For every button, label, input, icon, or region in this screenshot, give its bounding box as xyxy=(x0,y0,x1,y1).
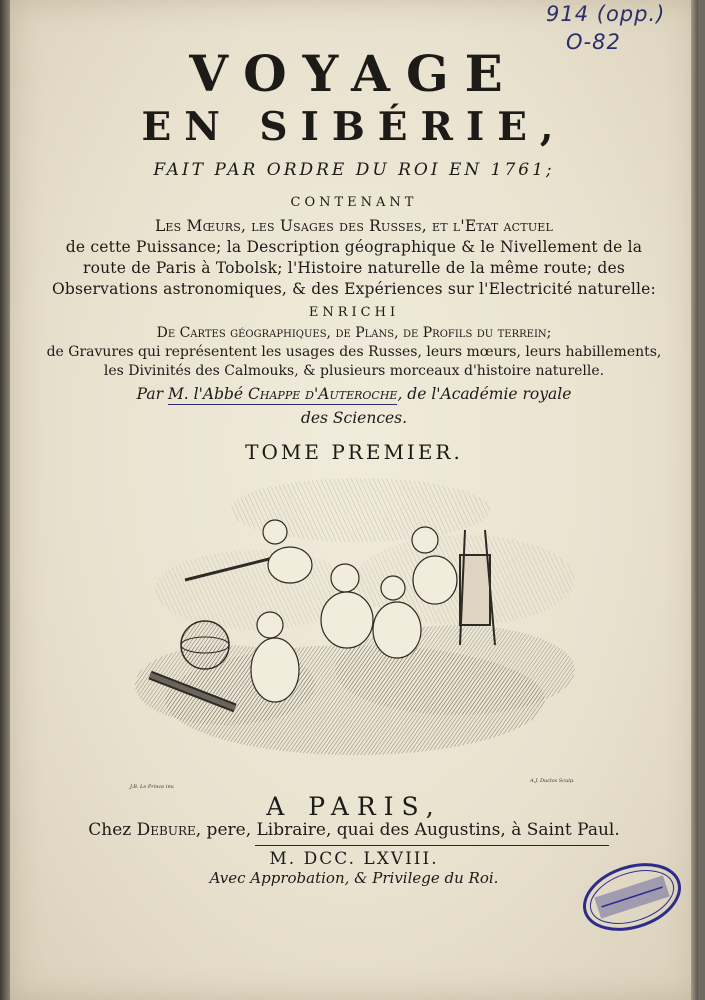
contents-line-1: Les Mœurs, les Usages des Russes, et l'Etat actuel xyxy=(154,217,554,235)
enrichi-heading: ENRICHI xyxy=(308,305,400,320)
publisher-prefix: Chez xyxy=(88,820,137,840)
imprint-city: A PARIS, xyxy=(266,792,442,821)
author-line xyxy=(10,385,698,403)
author-suffix: , de l'Académie royale xyxy=(397,385,572,403)
credit-right: A.J. Duclos Sculp. xyxy=(530,778,575,784)
subtitle: FAIT PAR ORDRE DU ROI EN 1761; xyxy=(153,160,555,180)
contenant-heading: CONTENANT xyxy=(290,195,418,210)
publisher-address: , pere, Libraire, quai des Augustins, à Saint Paul. xyxy=(195,820,620,840)
title-line-2: EN SIBÉRIE, xyxy=(141,104,567,150)
imprint-year: M. DCC. LXVIII. xyxy=(269,849,439,869)
contents-line-4: Observations astronomiques, & des Expériences sur l'Electricité naturelle: xyxy=(52,280,656,298)
volume-label: TOME PREMIER. xyxy=(245,440,463,464)
engraving-illustration xyxy=(135,470,585,770)
enrichi-line-3: les Divinités des Calmouks, & plusieurs morceaux d'histoire naturelle. xyxy=(103,363,605,379)
imprint-rule xyxy=(255,845,609,846)
publisher-name: Debure xyxy=(136,820,196,840)
contents-line-2: de cette Puissance; la Description géographique & le Nivellement de la xyxy=(65,238,643,256)
author-name-title: M. l'Abbé xyxy=(167,385,249,403)
globe xyxy=(181,621,229,669)
contents-line-3: route de Paris à Tobolsk; l'Histoire naturelle de la même route; des xyxy=(82,259,626,277)
shelfmark-line-2: O-82 xyxy=(566,30,621,54)
shelfmark-line-1: 914 (opp.) xyxy=(546,2,666,26)
imprint-publisher xyxy=(10,820,698,840)
title-page xyxy=(10,0,698,1000)
author-surname: Chappe d'Auteroche xyxy=(248,385,398,403)
enrichi-line-2: de Gravures qui représentent les usages des Russes, leurs mœurs, leurs habillements, xyxy=(46,344,662,360)
credit-left: J.B. Le Prince inv. xyxy=(130,784,175,790)
title-line-1: VOYAGE xyxy=(189,44,519,103)
author-affiliation: des Sciences. xyxy=(300,409,408,427)
author-name xyxy=(168,385,398,405)
page-edge-right xyxy=(691,0,698,1000)
binding-edge xyxy=(0,0,10,1000)
imprint-privilege: Avec Approbation, & Privilege du Roi. xyxy=(209,869,499,887)
author-prefix: Par xyxy=(136,385,163,403)
enrichi-line-1: De Cartes géographiques, de Plans, de Profils du terrein; xyxy=(156,325,552,341)
